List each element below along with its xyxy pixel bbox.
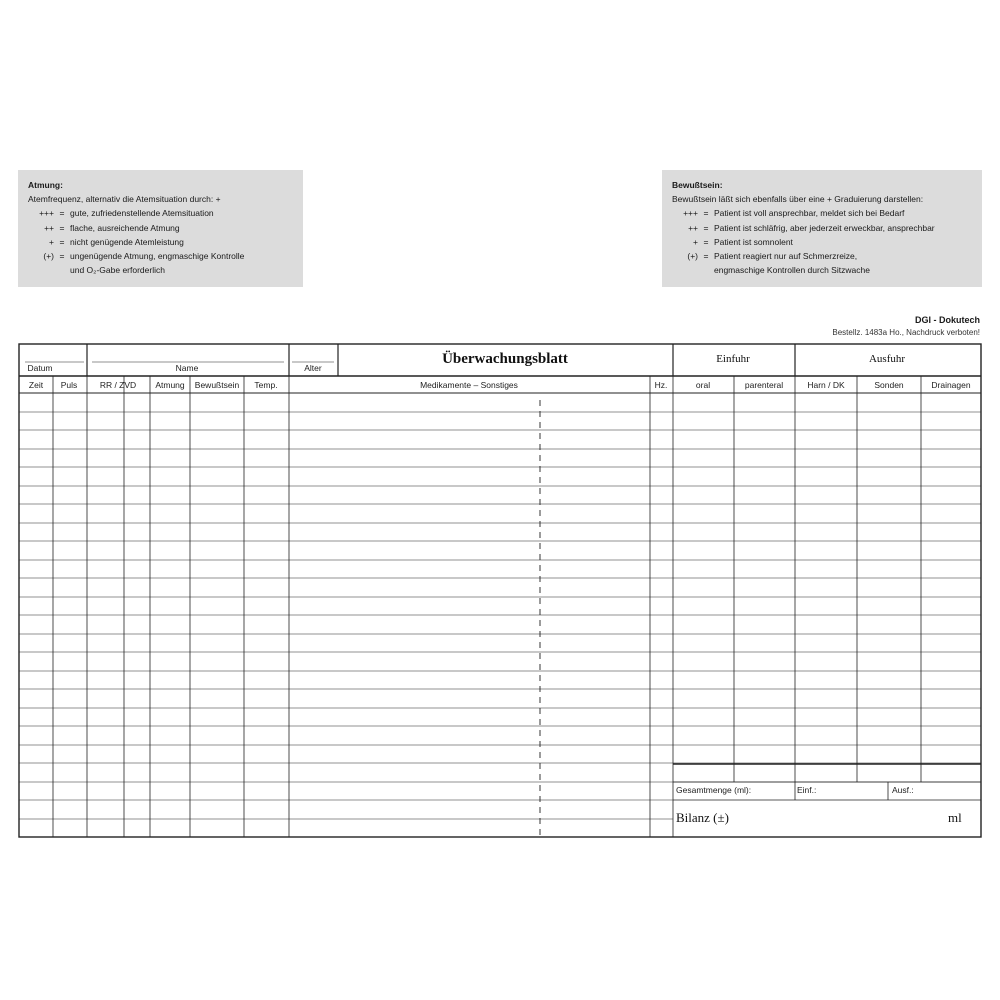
- col-puls: Puls: [60, 380, 78, 390]
- legend-text: Patient ist voll ansprechbar, meldet sich bei Bedarf: [714, 208, 905, 219]
- legend-eq: =: [59, 251, 65, 262]
- label-bilanz: Bilanz (±): [676, 810, 729, 825]
- col-drainagen: Drainagen: [931, 380, 971, 390]
- legend-eq: =: [59, 236, 65, 247]
- col-zeit: Zeit: [28, 380, 44, 390]
- legend-eq: =: [59, 208, 65, 219]
- col-parenteral: parenteral: [744, 380, 784, 390]
- label-datum: Datum: [27, 363, 53, 373]
- legend-heading: Atmung:: [28, 180, 63, 190]
- legend-symbol: ++: [688, 222, 698, 233]
- legend-eq: =: [703, 236, 709, 247]
- col-rr-zvd: RR / ZVD: [99, 380, 137, 390]
- col-medikamente: Medikamente – Sonstiges: [420, 380, 518, 390]
- legend-eq: =: [703, 251, 709, 262]
- label-gesamtmenge: Gesamtmenge (ml):: [676, 785, 752, 795]
- legend-eq: =: [59, 222, 65, 233]
- col-atmung: Atmung: [155, 380, 185, 390]
- legend-continuation: und O₂-Gabe erforderlich: [70, 265, 165, 276]
- legend-text: flache, ausreichende Atmung: [70, 222, 180, 233]
- label-bilanz-unit: ml: [948, 810, 962, 825]
- legend-text: gute, zufriedenstellende Atemsituation: [70, 208, 214, 219]
- legend-eq: =: [703, 222, 709, 233]
- label-alter: Alter: [304, 363, 322, 373]
- col-sonden: Sonden: [874, 380, 904, 390]
- legend-continuation: engmaschige Kontrollen durch Sitzwache: [714, 265, 870, 276]
- legend-symbol: ++: [44, 222, 54, 233]
- legend-text: Patient ist schläfrig, aber jederzeit erweckbar, ansprechbar: [714, 222, 935, 233]
- legend-symbol: +: [49, 236, 54, 247]
- col-hz: Hz.: [654, 380, 668, 390]
- label-ausf: Ausf.:: [892, 785, 914, 795]
- legend-symbol: (+): [43, 251, 54, 262]
- legend-symbol: (+): [687, 251, 698, 262]
- group-ausfuhr: Ausfuhr: [868, 353, 906, 365]
- col-oral: oral: [695, 380, 711, 390]
- legend-heading: Bewußtsein:: [672, 180, 723, 190]
- legend-symbol: +++: [683, 208, 698, 219]
- legend-symbol: +++: [39, 208, 54, 219]
- col-temp: Temp.: [254, 380, 278, 390]
- form-grid: [19, 344, 981, 837]
- legend-intro: Bewußtsein läßt sich ebenfalls über eine + Graduierung darstellen:: [672, 194, 924, 205]
- col-harn-dk: Harn / DK: [807, 380, 845, 390]
- legend-text: Patient reagiert nur auf Schmerzreize,: [714, 251, 858, 262]
- publisher-brand: DGI - Dokutech: [914, 315, 980, 325]
- legend-text: ungenügende Atmung, engmaschige Kontrolle: [70, 251, 245, 262]
- legend-intro: Atemfrequenz, alternativ die Atemsituation durch: +: [28, 194, 221, 205]
- label-einf: Einf.:: [797, 785, 817, 795]
- label-name: Name: [175, 363, 199, 373]
- legend-text: nicht genügende Atemleistung: [70, 236, 184, 247]
- form-title: Überwachungsblatt: [442, 351, 568, 367]
- legend-text: Patient ist somnolent: [714, 236, 793, 247]
- legend-symbol: +: [693, 236, 698, 247]
- legend-eq: =: [703, 208, 709, 219]
- group-einfuhr: Einfuhr: [716, 353, 750, 365]
- publisher-order-line: Bestellz. 1483a Ho., Nachdruck verboten!: [832, 328, 980, 337]
- col-bewusstsein: Bewußtsein: [194, 380, 240, 390]
